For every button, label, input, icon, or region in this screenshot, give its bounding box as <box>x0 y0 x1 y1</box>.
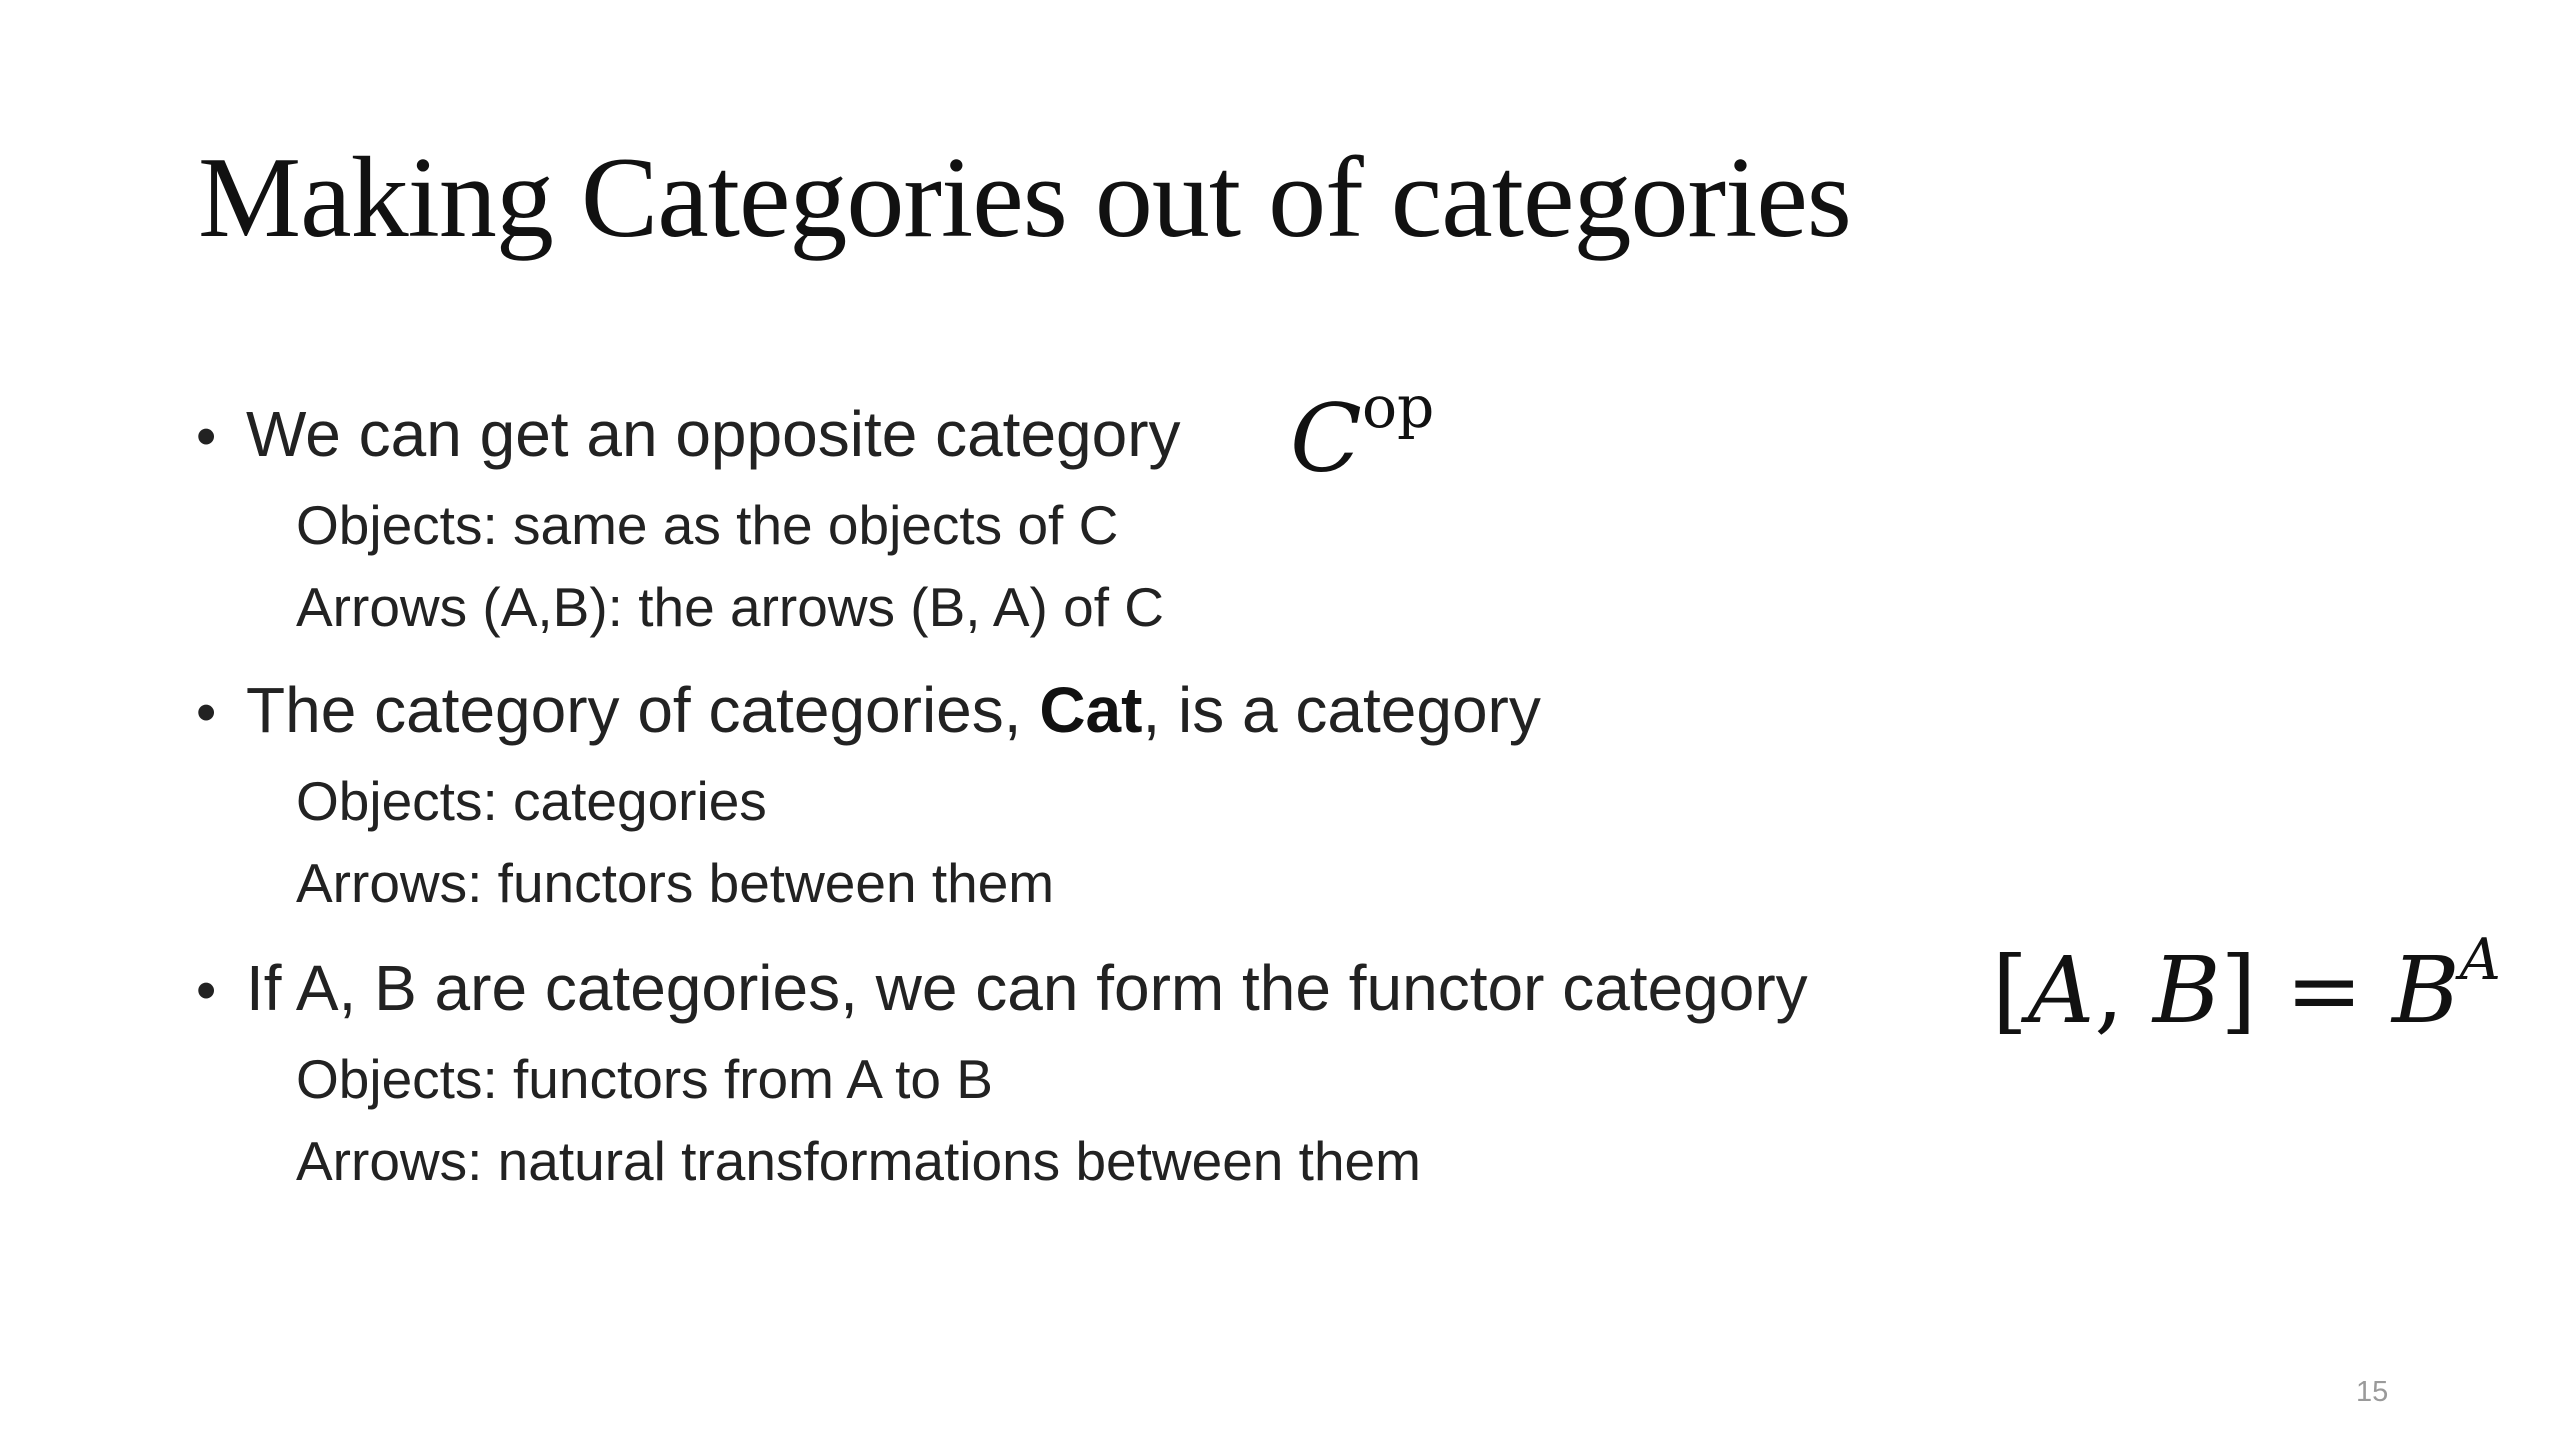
formula-exponential-base: B <box>2391 936 2460 1044</box>
bullet-item-opposite-category <box>196 398 1181 470</box>
opposite-category-formula <box>1290 373 1435 494</box>
sub-item-arrows: Arrows: functors between them <box>296 852 1055 914</box>
bullet-text-before: The category of categories, <box>246 674 1040 746</box>
formula-exponential-superscript: A <box>2459 927 2501 993</box>
formula-category-a: A <box>2027 936 2095 1044</box>
bullet-item-functor-category <box>196 952 1808 1024</box>
formula-op-superscript: op <box>1361 373 1435 441</box>
sub-item-arrows: Arrows (A,B): the arrows (B, A) of C <box>296 576 1164 638</box>
bullet-item-category-of-categories <box>196 674 1541 746</box>
bullet-text: If A, B are categories, we can form the functor category <box>246 952 1808 1024</box>
sub-item-arrows: Arrows: natural transformations between them <box>296 1130 1421 1192</box>
page-number: 15 <box>2356 1376 2389 1408</box>
formula-close-bracket: ] <box>2220 936 2257 1044</box>
functor-category-formula <box>1992 927 2501 1044</box>
formula-comma: , <box>2094 936 2124 1044</box>
bullet-text-after: , is a category <box>1142 674 1541 746</box>
bullet-marker: • <box>196 680 217 745</box>
bullet-marker: • <box>196 404 217 469</box>
sub-item-objects: Objects: same as the objects of C <box>296 494 1119 556</box>
formula-category-symbol: C <box>1290 384 1362 494</box>
formula-open-bracket: [ <box>1992 936 2028 1044</box>
sub-item-objects: Objects: categories <box>296 770 767 832</box>
formula-equals: = <box>2285 936 2363 1044</box>
bullet-text: We can get an opposite category <box>246 398 1181 470</box>
formula-category-b: B <box>2152 936 2221 1044</box>
bullet-text-bold: Cat <box>1039 674 1143 746</box>
sub-item-objects: Objects: functors from A to B <box>296 1048 993 1110</box>
bullet-marker: • <box>196 958 217 1023</box>
slide-title: Making Categories out of categories <box>198 134 1851 262</box>
